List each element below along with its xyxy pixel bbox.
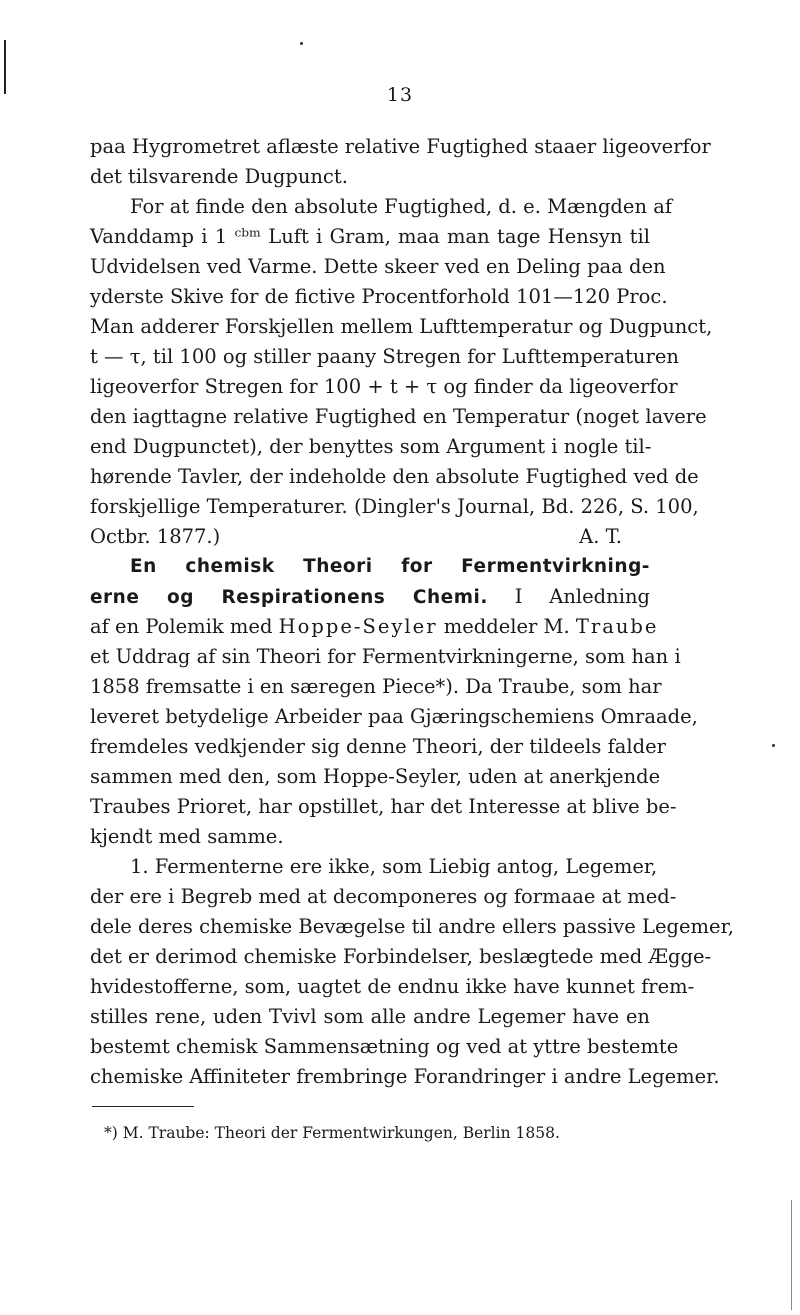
text-line: end Dugpunctet), der benyttes som Argument i nogle til- bbox=[90, 435, 652, 458]
text-line-signature bbox=[90, 522, 650, 552]
text-line: yderste Skive for de fictive Procentforhold 101—120 Proc. bbox=[90, 285, 668, 308]
text-line: kjendt med samme. bbox=[90, 825, 284, 848]
text-line: dele deres chemiske Bevægelse til andre ellers passive Legemer, bbox=[90, 915, 734, 938]
text-line: Man adderer Forskjellen mellem Lufttemperatur og Dugpunct, bbox=[90, 315, 713, 338]
section-heading: En chemisk Theori for Fermentvirkning- bbox=[130, 556, 650, 577]
text-line: Traubes Prioret, har opstillet, har det Interesse at blive be- bbox=[90, 795, 677, 818]
text-line: fremdeles vedkjender sig denne Theori, der tildeels falder bbox=[90, 735, 667, 758]
text-line: hvidestofferne, som, uagtet de endnu ikke have kunnet frem- bbox=[90, 975, 695, 998]
text-line: For at finde den absolute Fugtighed, d. e. Mængden af bbox=[130, 195, 673, 218]
scan-speck bbox=[772, 744, 775, 747]
text-line: der ere i Begreb med at decomponeres og formaae at med- bbox=[90, 885, 677, 908]
text-line: 1858 fremsatte i en særegen Piece*). Da Traube, som har bbox=[90, 675, 662, 698]
text-line: den iagttagne relative Fugtighed en Temperatur (noget lavere bbox=[90, 405, 707, 428]
person-name: Hoppe-Seyler bbox=[278, 615, 438, 638]
text-line: forskjellige Temperaturer. (Dingler's Journal, Bd. 226, S. 100, bbox=[90, 495, 699, 518]
text-line bbox=[90, 612, 659, 642]
text-line: 1. Fermenterne ere ikke, som Liebig antog, Legemer, bbox=[130, 855, 658, 878]
date-text: Octbr. 1877.) bbox=[90, 525, 221, 548]
text-line: et Uddrag af sin Theori for Fermentvirkningerne, som han i bbox=[90, 645, 681, 668]
footnote-rule bbox=[92, 1106, 194, 1107]
section-heading-end: erne og Respirationens Chemi. bbox=[90, 587, 488, 608]
text-fragment: af en Polemik med bbox=[90, 615, 273, 638]
text-body bbox=[90, 132, 734, 1092]
text-line: paa Hygrometret aflæste relative Fugtighed staaer ligeoverfor bbox=[90, 135, 711, 158]
text-line: chemiske Affiniteter frembringe Forandringer i andre Legemer. bbox=[90, 1065, 720, 1088]
person-name: Traube bbox=[575, 615, 659, 638]
author-initials: A. T. bbox=[579, 525, 622, 548]
text-line: ligeoverfor Stregen for 100 + t + τ og finder da ligeoverfor bbox=[90, 375, 678, 398]
text-line: stilles rene, uden Tvivl som alle andre Legemer have en bbox=[90, 1005, 650, 1028]
text-line: t — τ, til 100 og stiller paany Stregen for Lufttemperaturen bbox=[90, 345, 679, 368]
scan-right-edge bbox=[791, 1200, 792, 1310]
text-line: Udvidelsen ved Varme. Dette skeer ved en Deling paa den bbox=[90, 255, 666, 278]
footnote: *) M. Traube: Theori der Fermentwirkungen, Berlin 1858. bbox=[104, 1124, 560, 1142]
text-fragment: meddeler M. bbox=[443, 615, 570, 638]
text-line: hørende Tavler, der indeholde den absolute Fugtighed ved de bbox=[90, 465, 699, 488]
text-line: sammen med den, som Hoppe-Seyler, uden at anerkjende bbox=[90, 765, 661, 788]
page-number: 13 bbox=[386, 84, 414, 106]
text-line: det tilsvarende Dugpunct. bbox=[90, 165, 348, 188]
section-heading-continued bbox=[90, 582, 650, 612]
text-fragment: I Anledning bbox=[514, 585, 650, 608]
text-line: Vanddamp i 1 ᶜᵇᵐ Luft i Gram, maa man tage Hensyn til bbox=[90, 225, 650, 248]
text-line: bestemt chemisk Sammensætning og ved at yttre bestemte bbox=[90, 1035, 679, 1058]
text-line: leveret betydelige Arbeider paa Gjæringschemiens Omraade, bbox=[90, 705, 698, 728]
scan-speck bbox=[300, 42, 303, 45]
text-line: det er derimod chemiske Forbindelser, beslægtede med Ægge- bbox=[90, 945, 712, 968]
